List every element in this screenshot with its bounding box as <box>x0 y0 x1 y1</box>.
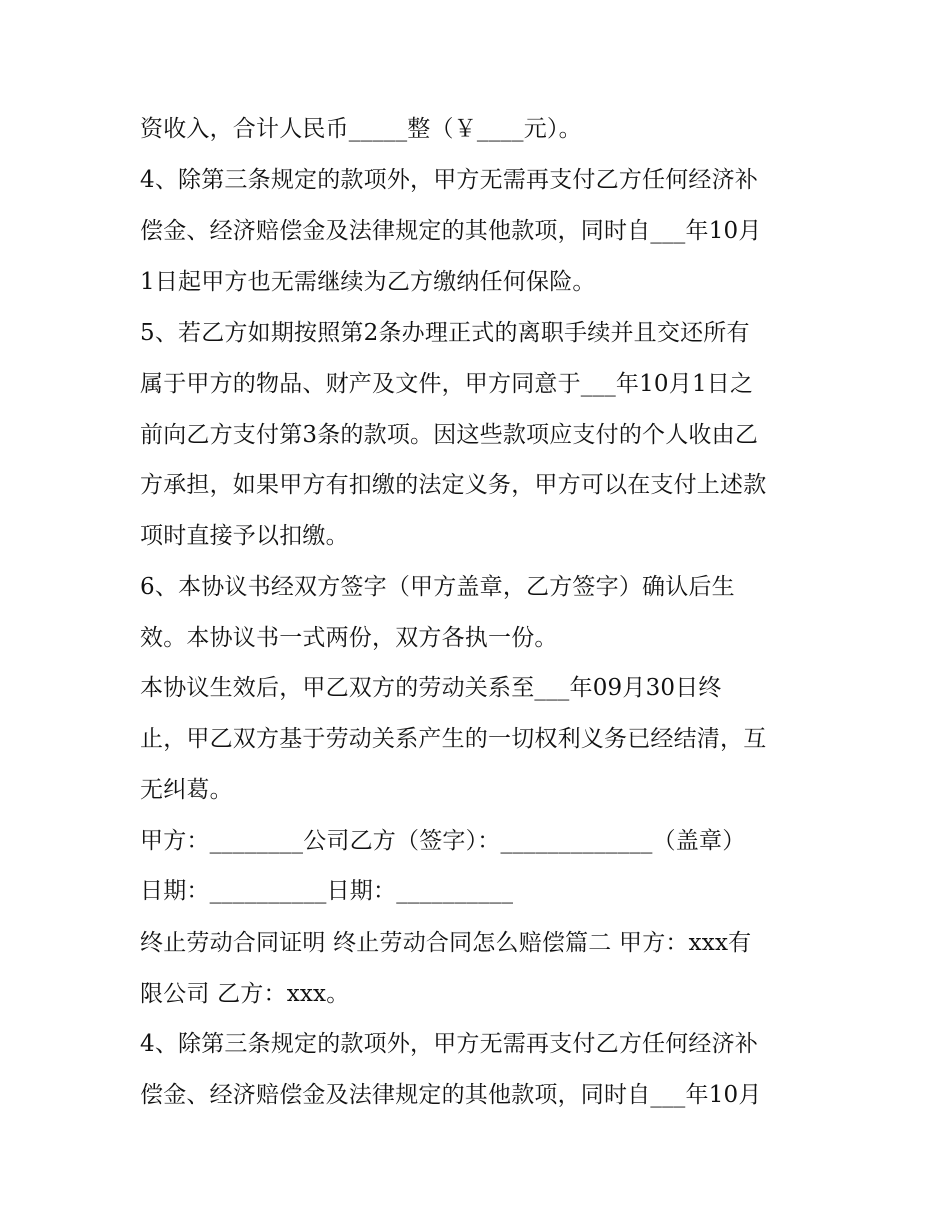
text-line-13: 止，甲乙双方基于劳动关系产生的一切权利义务已经结清，互 <box>140 726 767 752</box>
signature-line-parties: 甲方：________公司乙方（签字）：_____________（盖章） <box>140 828 746 854</box>
text-line-9: 项时直接予以扣缴。 <box>140 523 349 549</box>
text-line-11: 效。本协议书一式两份，双方各执一份。 <box>140 625 558 651</box>
text-line-3: 偿金、经济赔偿金及法律规定的其他款项，同时自___年10月 <box>140 218 762 244</box>
text-line-18: 限公司 乙方：xxx。 <box>140 981 350 1007</box>
text-line-10: 6、本协议书经双方签字（甲方盖章，乙方签字）确认后生 <box>140 574 735 600</box>
text-line-17: 终止劳动合同证明 终止劳动合同怎么赔偿篇二 甲方：xxx有 <box>140 930 752 956</box>
text-line-20: 偿金、经济赔偿金及法律规定的其他款项，同时自___年10月 <box>140 1082 762 1108</box>
text-line-1: 资收入，合计人民币_____整（￥____元）。 <box>140 116 582 142</box>
text-line-8: 方承担，如果甲方有扣缴的法定义务，甲方可以在支付上述款 <box>140 472 767 498</box>
text-line-4: 1日起甲方也无需继续为乙方缴纳任何保险。 <box>140 269 596 295</box>
text-line-7: 前向乙方支付第3条的款项。因这些款项应支付的个人收由乙 <box>140 422 759 448</box>
text-line-14: 无纠葛。 <box>140 777 233 803</box>
text-line-19: 4、除第三条规定的款项外，甲方无需再支付乙方任何经济补 <box>140 1031 759 1057</box>
text-line-5: 5、若乙方如期按照第2条办理正式的离职手续并且交还所有 <box>140 320 750 346</box>
text-line-2: 4、除第三条规定的款项外，甲方无需再支付乙方任何经济补 <box>140 167 759 193</box>
text-line-12: 本协议生效后，甲乙双方的劳动关系至___年09月30日终 <box>140 675 722 701</box>
text-line-6: 属于甲方的物品、财产及文件，甲方同意于___年10月1日之 <box>140 371 754 397</box>
signature-line-dates: 日期：__________日期：__________ <box>140 878 514 904</box>
